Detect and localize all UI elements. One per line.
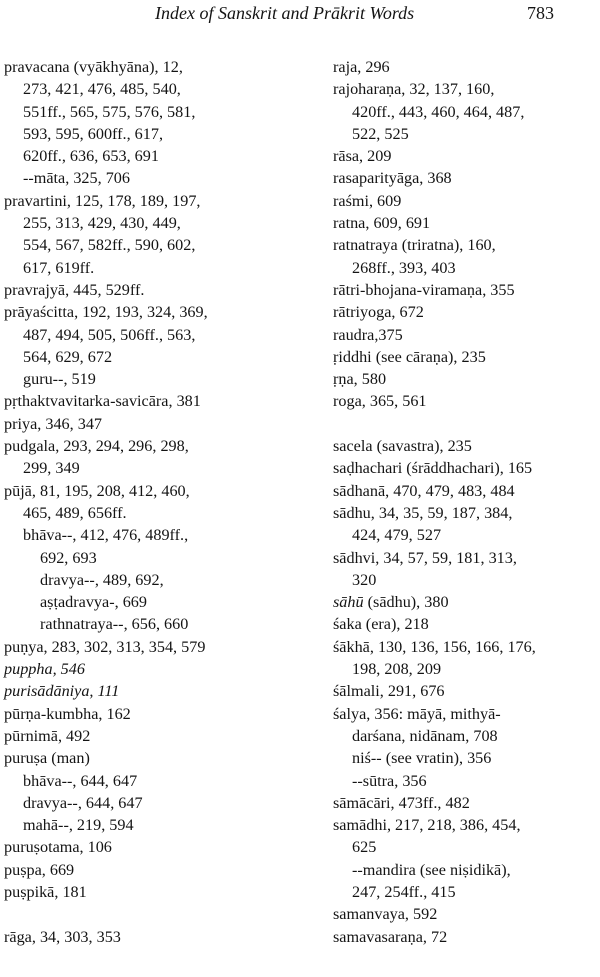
- index-entry: pūjā, 81, 195, 208, 412, 460,: [4, 481, 190, 500]
- index-entry: rātriyoga, 672: [333, 303, 424, 322]
- index-entry: puppha, 546: [4, 660, 85, 679]
- index-entry: priya, 346, 347: [4, 414, 103, 433]
- index-entry: puṇya, 283, 302, 313, 354, 579: [4, 637, 206, 656]
- index-subentry: 320: [352, 570, 377, 589]
- index-entry: ratna, 609, 691: [333, 214, 431, 233]
- index-entry: pudgala, 293, 294, 296, 298,: [4, 437, 189, 456]
- index-entry: pravrajyā, 445, 529ff.: [4, 280, 145, 299]
- index-entry: sāmācāri, 473ff., 482: [333, 793, 470, 812]
- index-entry: sāhū (sādhu), 380: [333, 593, 449, 612]
- index-entry: samanvaya, 592: [333, 905, 438, 924]
- index-section-gap: [4, 903, 208, 925]
- index-entry: rāsa, 209: [333, 147, 392, 166]
- index-subentry: rathnatraya--, 656, 660: [40, 615, 189, 634]
- index-column-right: [333, 56, 536, 948]
- index-subentry: 247, 254ff., 415: [352, 882, 456, 901]
- index-subentry: --mandira (see niṣidikā),: [352, 860, 511, 879]
- index-entry: puṣpa, 669: [4, 860, 75, 879]
- index-entry: roga, 365, 561: [333, 392, 427, 411]
- index-section-gap: [333, 413, 536, 435]
- index-entry: pūrṇa-kumbha, 162: [4, 704, 131, 723]
- index-entry: pravacana (vyākhyāna), 12,: [4, 58, 183, 76]
- index-subentry: darśana, nidānam, 708: [352, 726, 498, 745]
- index-entry: ṛiddhi (see cāraṇa), 235: [333, 347, 486, 366]
- index-entry: saḍhachari (śrāddhachari), 165: [333, 459, 533, 478]
- index-subentry: dravya--, 489, 692,: [40, 570, 164, 589]
- index-entry-headword: sāhū: [333, 593, 364, 612]
- index-subentry: 692, 693: [40, 548, 97, 567]
- index-subentry: 551ff., 565, 575, 576, 581,: [23, 102, 196, 121]
- index-subentry: 487, 494, 505, 506ff., 563,: [23, 325, 196, 344]
- index-entry: rāga, 34, 303, 353: [4, 927, 121, 946]
- index-entry: pūrnimā, 492: [4, 726, 91, 745]
- page-number: 783: [527, 3, 554, 23]
- index-entry: pṛthaktvavitarka-savicāra, 381: [4, 392, 201, 411]
- index-entry: raja, 296: [333, 58, 390, 76]
- index-subentry: 617, 619ff.: [23, 258, 95, 277]
- index-entry: purisādāniya, 111: [4, 682, 120, 701]
- index-subentry: mahā--, 219, 594: [23, 816, 134, 835]
- index-subentry: bhāva--, 412, 476, 489ff.,: [23, 526, 189, 545]
- index-entry: sacela (savastra), 235: [333, 437, 472, 456]
- index-subentry: 255, 313, 429, 430, 449,: [23, 214, 181, 233]
- index-entry: śālmali, 291, 676: [333, 682, 445, 701]
- index-subentry: 554, 567, 582ff., 590, 602,: [23, 236, 196, 255]
- index-subentry: 564, 629, 672: [23, 347, 113, 366]
- index-entry: samādhi, 217, 218, 386, 454,: [333, 816, 521, 835]
- index-subentry: 198, 208, 209: [352, 660, 442, 679]
- index-entry: raudra,375: [333, 325, 403, 344]
- index-subentry: 424, 479, 527: [352, 526, 442, 545]
- index-entry: puruṣa (man): [4, 749, 90, 768]
- index-subentry: 268ff., 393, 403: [352, 258, 456, 277]
- index-subentry: niś-- (see vratin), 356: [352, 749, 492, 768]
- index-entry: ṛṇa, 580: [333, 370, 387, 389]
- index-subentry: --māta, 325, 706: [23, 169, 130, 188]
- index-subentry: guru--, 519: [23, 370, 96, 389]
- index-entry: puruṣotama, 106: [4, 838, 112, 857]
- index-subentry: 522, 525: [352, 124, 409, 143]
- running-header: [0, 0, 600, 30]
- index-entry: rasaparityāga, 368: [333, 169, 452, 188]
- index-entry: sādhvi, 34, 57, 59, 181, 313,: [333, 548, 517, 567]
- index-entry: śaka (era), 218: [333, 615, 429, 634]
- index-subentry: 420ff., 443, 460, 464, 487,: [352, 102, 525, 121]
- index-entry: rātri-bhojana-viramaṇa, 355: [333, 280, 515, 299]
- index-entry: sādhu, 34, 35, 59, 187, 384,: [333, 503, 513, 522]
- index-entry: raśmi, 609: [333, 191, 402, 210]
- index-subentry: 299, 349: [23, 459, 80, 478]
- index-subentry: dravya--, 644, 647: [23, 793, 143, 812]
- index-subentry: bhāva--, 644, 647: [23, 771, 138, 790]
- index-subentry: 465, 489, 656ff.: [23, 503, 127, 522]
- index-column-left: [4, 56, 208, 948]
- index-entry: samavasaraṇa, 72: [333, 927, 448, 946]
- index-entry: rajoharaṇa, 32, 137, 160,: [333, 80, 495, 99]
- index-entry: śalya, 356: māyā, mithyā-: [333, 704, 501, 723]
- index-subentry: aṣṭadravya-, 669: [40, 593, 147, 612]
- index-entry: sādhanā, 470, 479, 483, 484: [333, 481, 515, 500]
- index-entry: ratnatraya (triratna), 160,: [333, 236, 496, 255]
- index-subentry: 593, 595, 600ff., 617,: [23, 124, 163, 143]
- index-subentry: 625: [352, 838, 377, 857]
- index-subentry: 620ff., 636, 653, 691: [23, 147, 159, 166]
- index-entry: prāyaścitta, 192, 193, 324, 369,: [4, 303, 208, 322]
- index-subentry: 273, 421, 476, 485, 540,: [23, 80, 181, 99]
- index-entry: śākhā, 130, 136, 156, 166, 176,: [333, 637, 536, 656]
- index-entry: pravartini, 125, 178, 189, 197,: [4, 191, 201, 210]
- index-entry: puṣpikā, 181: [4, 882, 87, 901]
- running-title: Index of Sanskrit and Prākrit Words: [155, 3, 415, 23]
- index-subentry: --sūtra, 356: [352, 771, 427, 790]
